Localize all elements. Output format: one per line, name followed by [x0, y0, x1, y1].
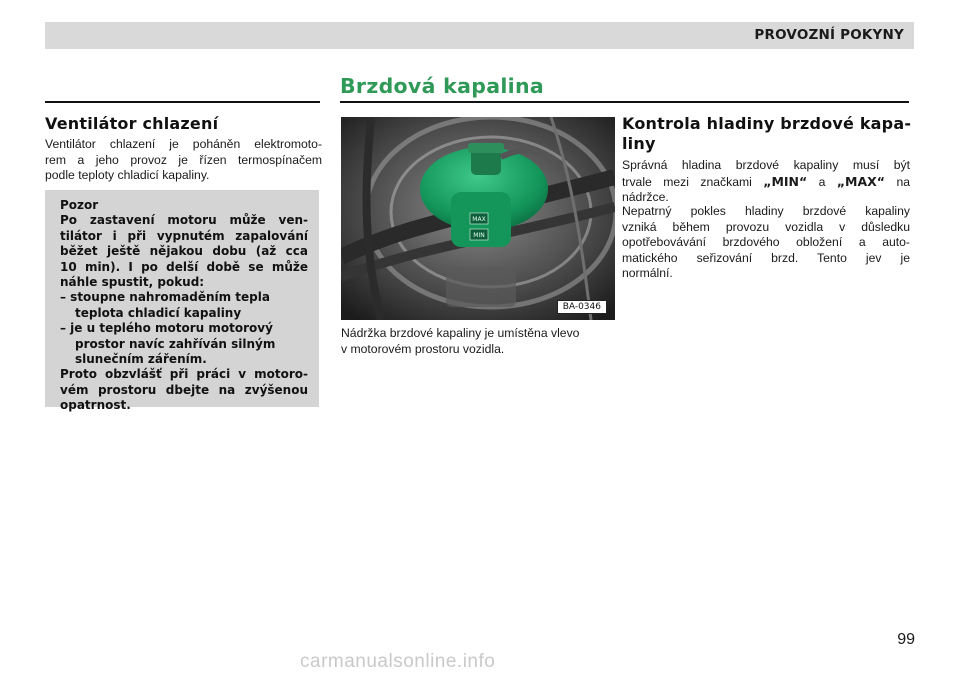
heading-line: Kontrola hladiny brzdové kapa- — [622, 114, 912, 133]
divider-left — [45, 101, 320, 103]
min-label: „MIN“ — [763, 173, 808, 189]
warning-box — [45, 190, 319, 413]
paragraph-line: Nepatrný pokles hladiny brzdové kapaliny — [622, 204, 910, 218]
cooling-fan-heading: Ventilátor chlazení — [45, 114, 219, 133]
paragraph-line: normální. — [622, 266, 673, 280]
warning-text — [60, 198, 308, 414]
warning-bullet-cont: slunečním zářením. — [75, 352, 207, 367]
paragraph-line: podle teploty chladicí kapaliny. — [45, 168, 210, 182]
engine-bay-illustration — [341, 117, 615, 320]
warning-line: opatrnost. — [60, 398, 131, 413]
warning-line: Proto obzvlášť při práci v motoro- — [60, 367, 308, 382]
paragraph-line: vzniká během provozu vozidla v důsledku — [622, 219, 910, 234]
max-mark: MAX — [472, 216, 486, 223]
figure-label: BA-0346 — [557, 300, 607, 314]
cooling-fan-paragraph — [45, 137, 322, 184]
caption-line: Nádržka brzdové kapaliny je umístěna vlevo — [341, 326, 580, 340]
caption-line: v motorovém prostoru vozidla. — [341, 341, 505, 356]
warning-line: náhle spustit, pokud: — [60, 275, 205, 290]
brake-fluid-drop-paragraph — [622, 204, 910, 282]
paragraph-line: rem a jeho provoz je řízen termospínačem — [45, 152, 322, 167]
warning-bullet-cont: prostor navíc zahříván silným — [75, 336, 276, 351]
divider-right — [340, 101, 909, 103]
warning-line: 10 min). I po delší době se může — [60, 259, 308, 274]
max-label: „MAX“ — [836, 173, 886, 189]
figure-caption — [341, 326, 631, 357]
main-heading: Brzdová kapalina — [340, 74, 545, 98]
page-number: 99 — [897, 631, 915, 648]
warning-line: tilátor i při vypnutém zapalování — [60, 228, 308, 243]
warning-title: Pozor — [60, 198, 99, 212]
paragraph-line: nádržce. — [622, 190, 669, 204]
text-fragment: a — [807, 174, 837, 189]
paragraph-line: Ventilátor chlazení je poháněn elektromoto- — [45, 137, 322, 151]
warning-line: vém prostoru dbejte na zvýšenou — [60, 382, 308, 397]
warning-bullet-cont: teplota chladicí kapaliny — [75, 305, 242, 320]
paragraph-line: matického seřizování brzd. Tento jev je — [622, 250, 910, 265]
warning-bullet: – stoupne nahromaděním tepla — [60, 290, 270, 305]
warning-bullet: – je u teplého motoru motorový — [60, 321, 273, 336]
page-header-bar — [45, 22, 914, 49]
heading-line: liny — [622, 134, 656, 153]
text-fragment: na — [885, 174, 910, 189]
warning-line: běžet ještě nějakou dobu (až cca — [60, 244, 308, 259]
brake-fluid-check-heading — [622, 114, 922, 154]
warning-line: Po zastavení motoru může ven- — [60, 213, 308, 228]
text-fragment: trvale mezi značkami — [622, 174, 764, 189]
watermark: carmanualsonline.info — [300, 651, 496, 672]
paragraph-line: opotřebovávání brzdového obložení a auto- — [622, 235, 910, 249]
paragraph-line: Správná hladina brzdové kapaliny musí být — [622, 158, 910, 172]
brake-fluid-level-paragraph — [622, 158, 910, 206]
brake-fluid-reservoir-photo — [341, 117, 615, 320]
min-mark: MIN — [473, 232, 485, 239]
paragraph-line — [622, 174, 910, 191]
section-title: PROVOZNÍ POKYNY — [754, 27, 904, 43]
